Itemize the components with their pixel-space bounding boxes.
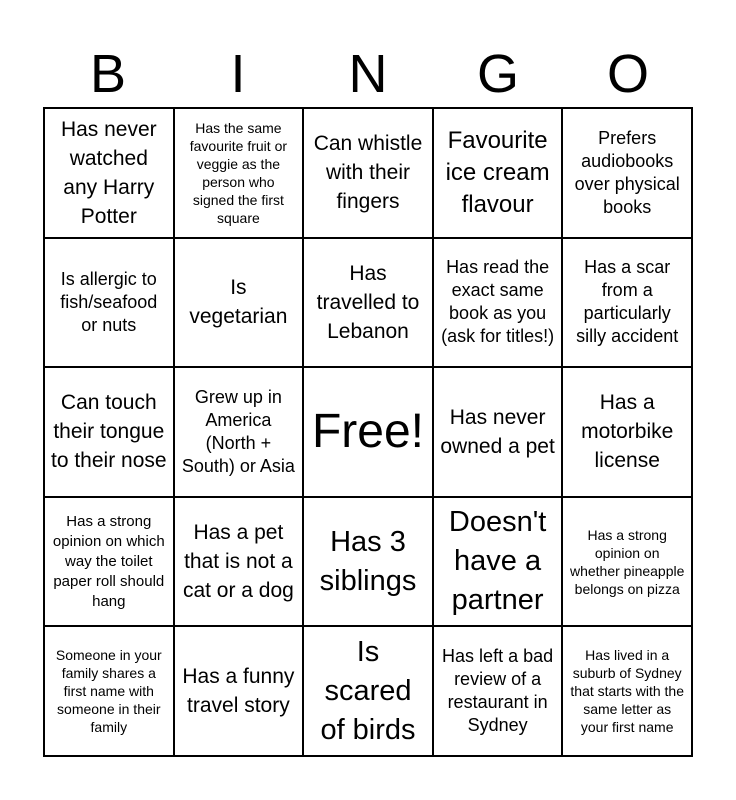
cell-text: Prefers audiobooks over physical books bbox=[574, 127, 680, 217]
cell-text: Has the same favourite fruit or veggie as the person who signed the first square bbox=[189, 119, 288, 226]
bingo-cell[interactable] bbox=[303, 626, 433, 756]
cell-text: Has read the exact same book as you (ask for titles!) bbox=[441, 257, 555, 347]
cell-text: Grew up in America (North + South) or Asia bbox=[181, 386, 295, 476]
cell-text: Has a strong opinion on whether pineapple belongs on pizza bbox=[569, 526, 685, 597]
bingo-cell[interactable] bbox=[174, 497, 304, 627]
bingo-cell[interactable] bbox=[562, 108, 692, 238]
bingo-cell[interactable] bbox=[44, 108, 174, 238]
cell-text: Has 3 siblings bbox=[319, 525, 417, 597]
bingo-cell[interactable] bbox=[433, 238, 563, 368]
cell-text: Is scared of birds bbox=[320, 635, 416, 746]
bingo-cell[interactable] bbox=[433, 497, 563, 627]
bingo-cell[interactable] bbox=[44, 497, 174, 627]
cell-text: Has a funny travel story bbox=[182, 665, 295, 718]
cell-text: Has a scar from a particularly silly accident bbox=[576, 257, 679, 347]
bingo-cell[interactable] bbox=[562, 497, 692, 627]
bingo-cell[interactable] bbox=[562, 238, 692, 368]
bingo-cell[interactable] bbox=[44, 238, 174, 368]
cell-text: Has never owned a pet bbox=[440, 405, 555, 458]
cell-text: Has a motorbike license bbox=[581, 391, 674, 473]
bingo-cell[interactable] bbox=[174, 367, 304, 497]
bingo-grid bbox=[43, 107, 693, 757]
bingo-cell[interactable] bbox=[174, 238, 304, 368]
cell-text: Doesn't have a partner bbox=[448, 506, 547, 617]
header-letter-o: O bbox=[606, 44, 649, 104]
header-letter-i: I bbox=[230, 44, 246, 104]
bingo-cell[interactable] bbox=[433, 108, 563, 238]
header-letter-b: B bbox=[89, 44, 127, 104]
bingo-cell[interactable] bbox=[303, 238, 433, 368]
cell-text: Favourite ice cream flavour bbox=[445, 126, 550, 218]
free-cell[interactable] bbox=[303, 367, 433, 497]
bingo-cell[interactable] bbox=[562, 626, 692, 756]
cell-text: Can whistle with their fingers bbox=[313, 132, 423, 214]
bingo-cell[interactable] bbox=[44, 367, 174, 497]
bingo-cell[interactable] bbox=[433, 367, 563, 497]
cell-text: Has never watched any Harry Potter bbox=[60, 117, 157, 228]
cell-text: Has left a bad review of a restaurant in Sydney bbox=[442, 646, 554, 736]
cell-text: Free! bbox=[311, 404, 424, 458]
bingo-cell[interactable] bbox=[433, 626, 563, 756]
cell-text: Has a strong opinion on which way the toilet paper roll should hang bbox=[52, 512, 165, 610]
cell-text: Has a pet that is not a cat or a dog bbox=[182, 521, 294, 603]
bingo-header bbox=[43, 44, 693, 104]
bingo-cell[interactable] bbox=[562, 367, 692, 497]
bingo-cell[interactable] bbox=[303, 497, 433, 627]
cell-text: Is vegetarian bbox=[189, 276, 288, 329]
bingo-cell[interactable] bbox=[44, 626, 174, 756]
bingo-cell[interactable] bbox=[174, 108, 304, 238]
cell-text: Someone in your family shares a first name with someone in their family bbox=[55, 647, 162, 736]
bingo-cell[interactable] bbox=[174, 626, 304, 756]
cell-text: Has travelled to Lebanon bbox=[316, 261, 420, 343]
header-letter-n: N bbox=[348, 44, 388, 104]
cell-text: Has lived in a suburb of Sydney that starts with the same letter as your first name bbox=[570, 647, 684, 736]
cell-text: Can touch their tongue to their nose bbox=[51, 391, 167, 473]
header-letter-g: G bbox=[476, 44, 519, 104]
bingo-cell[interactable] bbox=[303, 108, 433, 238]
cell-text: Is allergic to fish/seafood or nuts bbox=[60, 268, 158, 335]
